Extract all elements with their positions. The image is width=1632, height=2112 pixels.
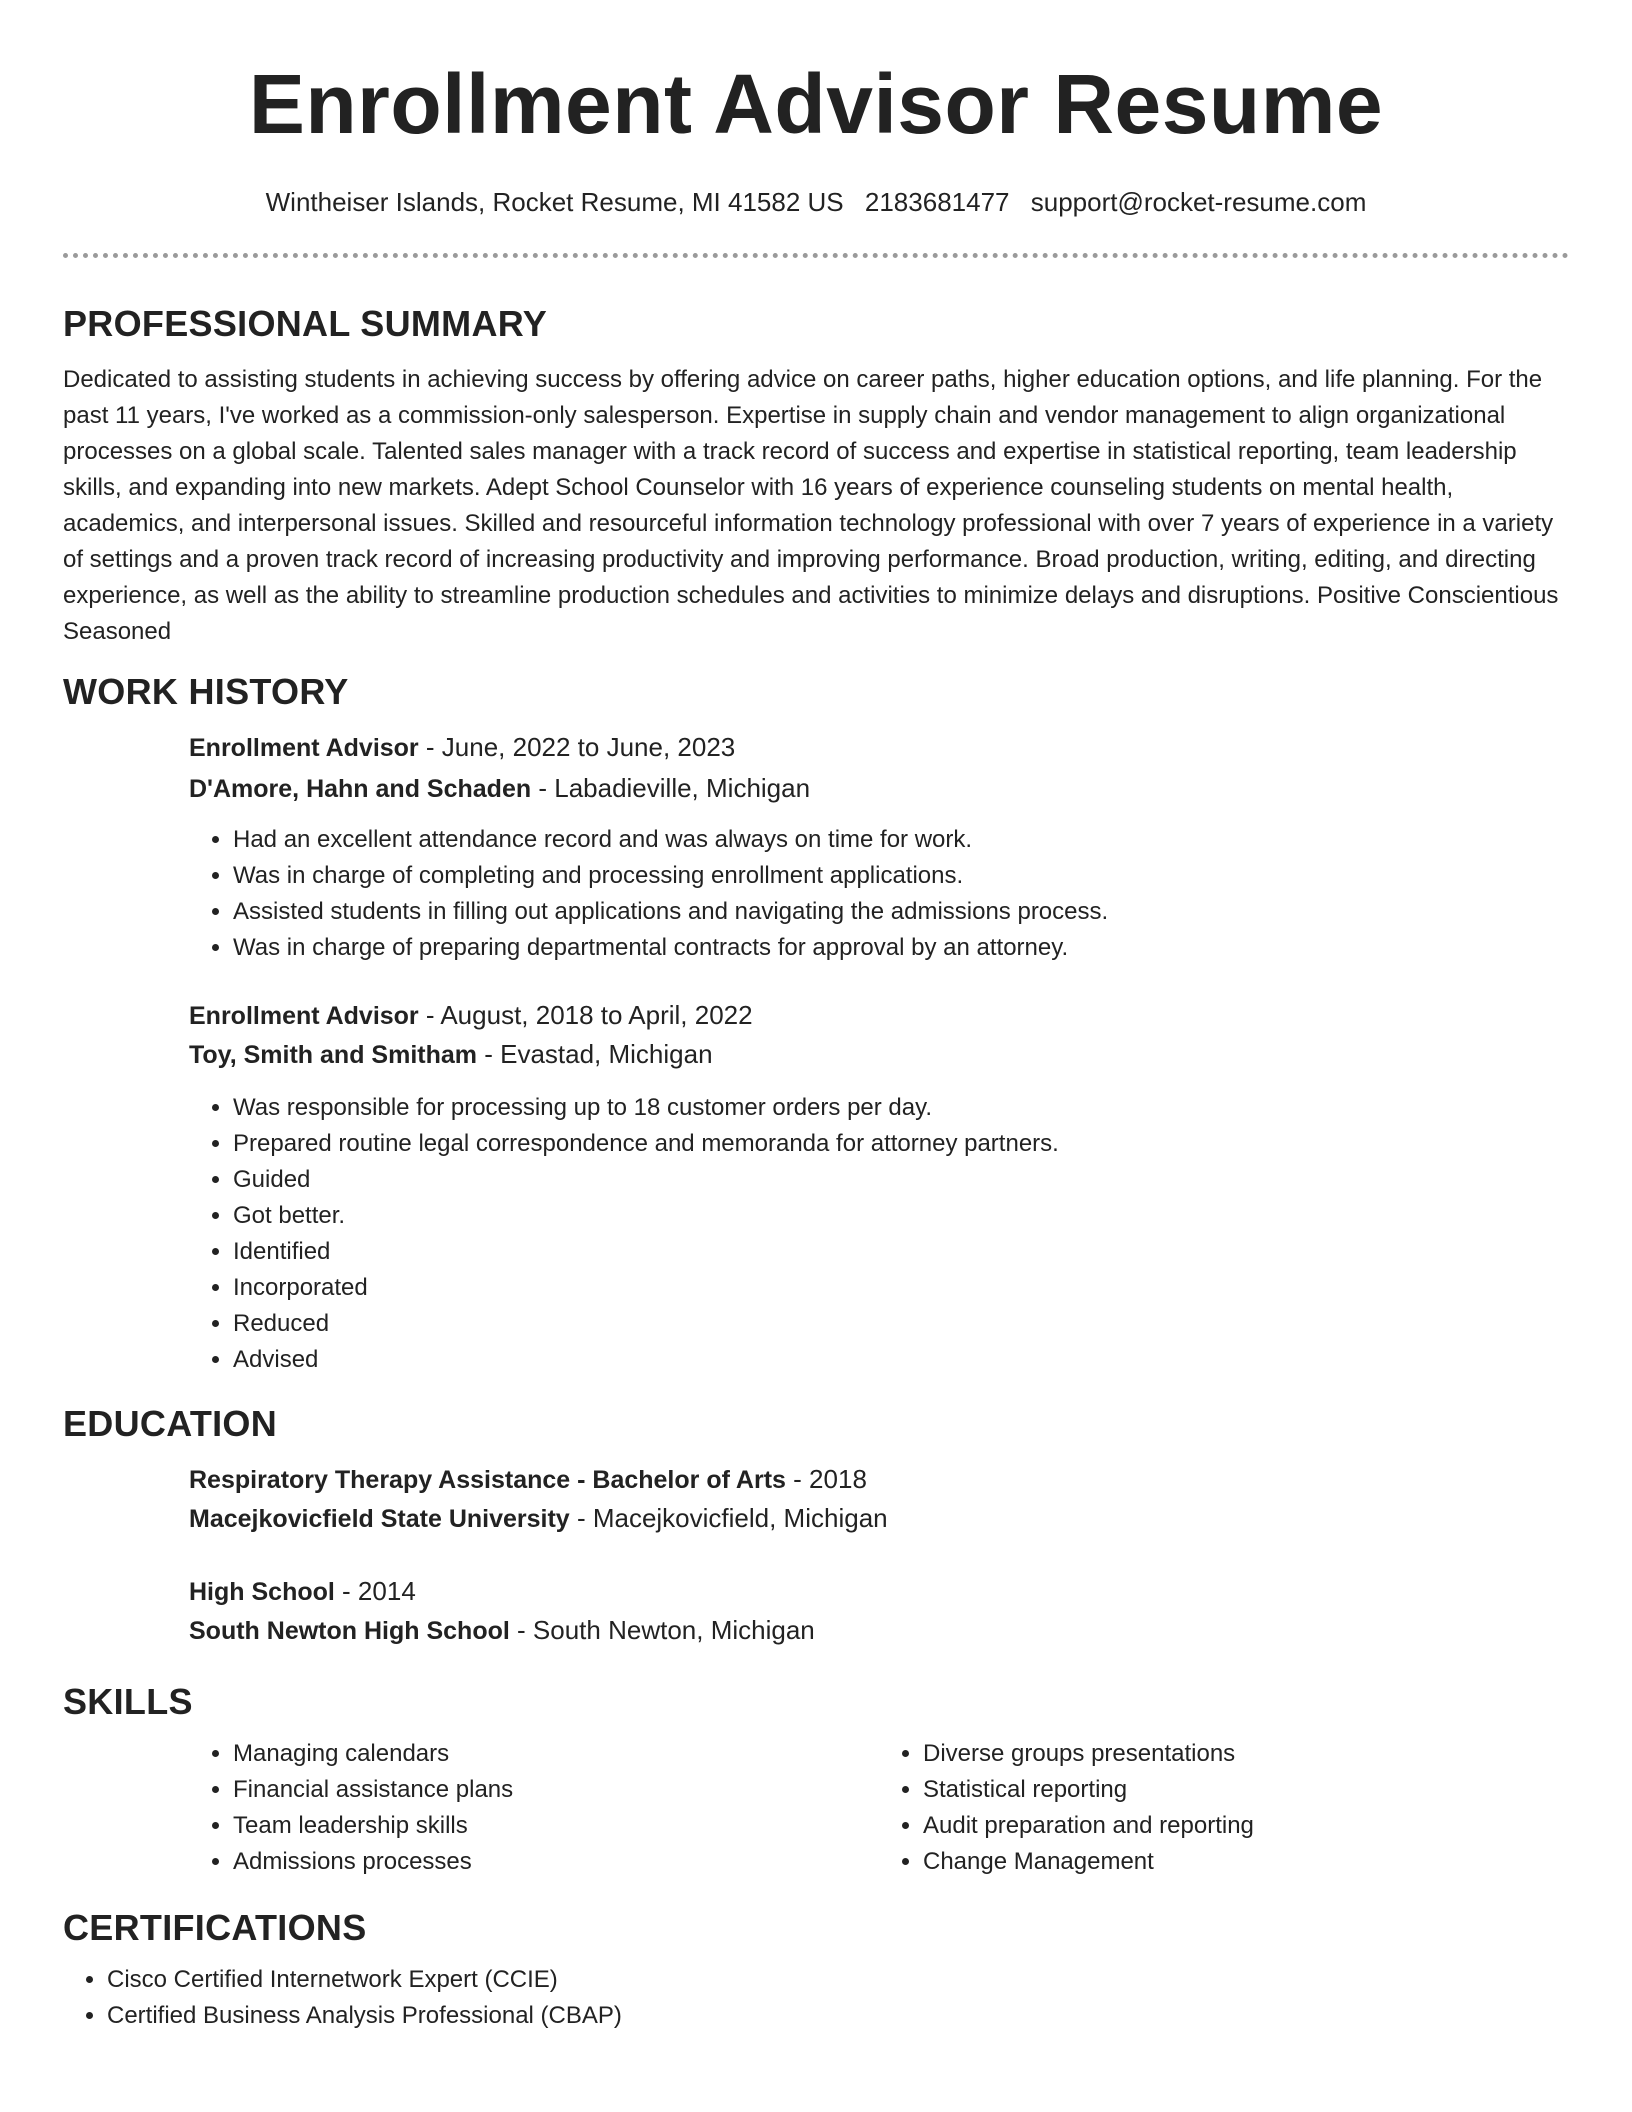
contact-line [0,184,1632,220]
list-item: • Diverse groups presentations [923,1736,1569,1772]
job-company-line [189,1035,1569,1074]
list-item: • Team leadership skills [233,1808,879,1844]
job-location: - Evastad, Michigan [477,1039,713,1069]
header-divider [63,253,1569,258]
degree-line [189,1572,1569,1611]
list-item: • Incorporated [233,1270,1569,1306]
job-title: Enrollment Advisor [189,1002,419,1030]
education-entry [189,1460,1569,1538]
list-item: • Was in charge of preparing departmental contracts for approval by an attorney. [233,930,1569,966]
school-location: - South Newton, Michigan [509,1615,815,1645]
list-item: • Cisco Certified Internetwork Expert (CCIE) [107,1962,1569,1998]
list-item: • Statistical reporting [923,1772,1569,1808]
summary-text: Dedicated to assisting students in achieving success by offering advice on career paths, higher education options, and life planning. For the past 11 years, I've worked as a commission-only salesperson. Expertise in supply chain and vendor management to align organizational processes on a global scale. Talented sales manager with a track record of success and expertise in statistical reporting, team leadership skills, and expanding into new markets. Adept School Counselor with 16 years of experience counseling students on mental health, academics, and interpersonal issues. Skilled and resourceful information technology professional with over 7 years of experience in a variety of settings and a proven track record of increasing productivity and improving performance. Broad production, writing, editing, and directing experience, as well as the ability to streamline production schedules and activities to minimize delays and disruptions. Positive Conscientious Seasoned [63,366,1559,645]
work-section [63,670,1569,1378]
list-item: • Change Management [923,1844,1569,1880]
school-line [189,1499,1569,1538]
education-entry [189,1572,1569,1650]
list-item: • Was responsible for processing up to 18 customer orders per day. [233,1090,1569,1126]
list-item: • Certified Business Analysis Professional (CBAP) [107,1998,1569,2034]
skills-column-right [879,1736,1569,1880]
list-item: • Admissions processes [233,1844,879,1880]
job-dates: - August, 2018 to April, 2022 [418,1000,753,1030]
education-heading: EDUCATION [63,1403,278,1444]
job-duties [189,822,1569,966]
page-title: Enrollment Advisor Resume [248,57,1384,151]
degree-year: - 2014 [334,1576,416,1606]
job-duties [189,1090,1569,1378]
school-line [189,1611,1569,1650]
job-title-line [189,728,1569,767]
job-company: Toy, Smith and Smitham [189,1041,477,1069]
job-entry [189,996,1569,1378]
summary-section [63,302,1569,650]
summary-heading: PROFESSIONAL SUMMARY [63,303,548,344]
school-name: South Newton High School [189,1617,510,1645]
school-name: Macejkovicfield State University [189,1505,570,1533]
list-item: • Was in charge of completing and processing enrollment applications. [233,858,1569,894]
list-item: • Got better. [233,1198,1569,1234]
job-title: Enrollment Advisor [189,734,419,762]
skills-grid [189,1736,1569,1880]
degree-name: High School [189,1578,335,1606]
list-item: • Prepared routine legal correspondence and memoranda for attorney partners. [233,1126,1569,1162]
job-dates: - June, 2022 to June, 2023 [418,732,736,762]
contact-address: Wintheiser Islands, Rocket Resume, MI 41582 US [265,187,844,217]
job-title-line [189,996,1569,1035]
school-location: - Macejkovicfield, Michigan [569,1503,888,1533]
job-entry [189,728,1569,966]
job-location: - Labadieville, Michigan [531,773,811,803]
certifications-section [63,1906,1569,2034]
list-item: • Managing calendars [233,1736,879,1772]
list-item: • Audit preparation and reporting [923,1808,1569,1844]
contact-phone: 2183681477 [864,187,1010,217]
education-section [63,1402,1569,1650]
list-item: • Advised [233,1342,1569,1378]
certifications-list [63,1962,1569,2034]
degree-line [189,1460,1569,1499]
skills-heading: SKILLS [63,1681,193,1722]
skills-column-left [189,1736,879,1880]
work-heading: WORK HISTORY [63,671,349,712]
list-item: • Financial assistance plans [233,1772,879,1808]
list-item: • Guided [233,1162,1569,1198]
list-item: • Assisted students in filling out applications and navigating the admissions process. [233,894,1569,930]
job-company: D'Amore, Hahn and Schaden [189,775,532,803]
list-item: • Identified [233,1234,1569,1270]
skills-section [63,1680,1569,1880]
job-company-line [189,769,1569,808]
degree-year: - 2018 [785,1464,867,1494]
degree-name: Respiratory Therapy Assistance - Bachelor of Arts [189,1466,786,1494]
list-item: • Reduced [233,1306,1569,1342]
list-item: • Had an excellent attendance record and was always on time for work. [233,822,1569,858]
contact-email: support@rocket-resume.com [1030,187,1367,217]
certifications-heading: CERTIFICATIONS [63,1907,367,1948]
